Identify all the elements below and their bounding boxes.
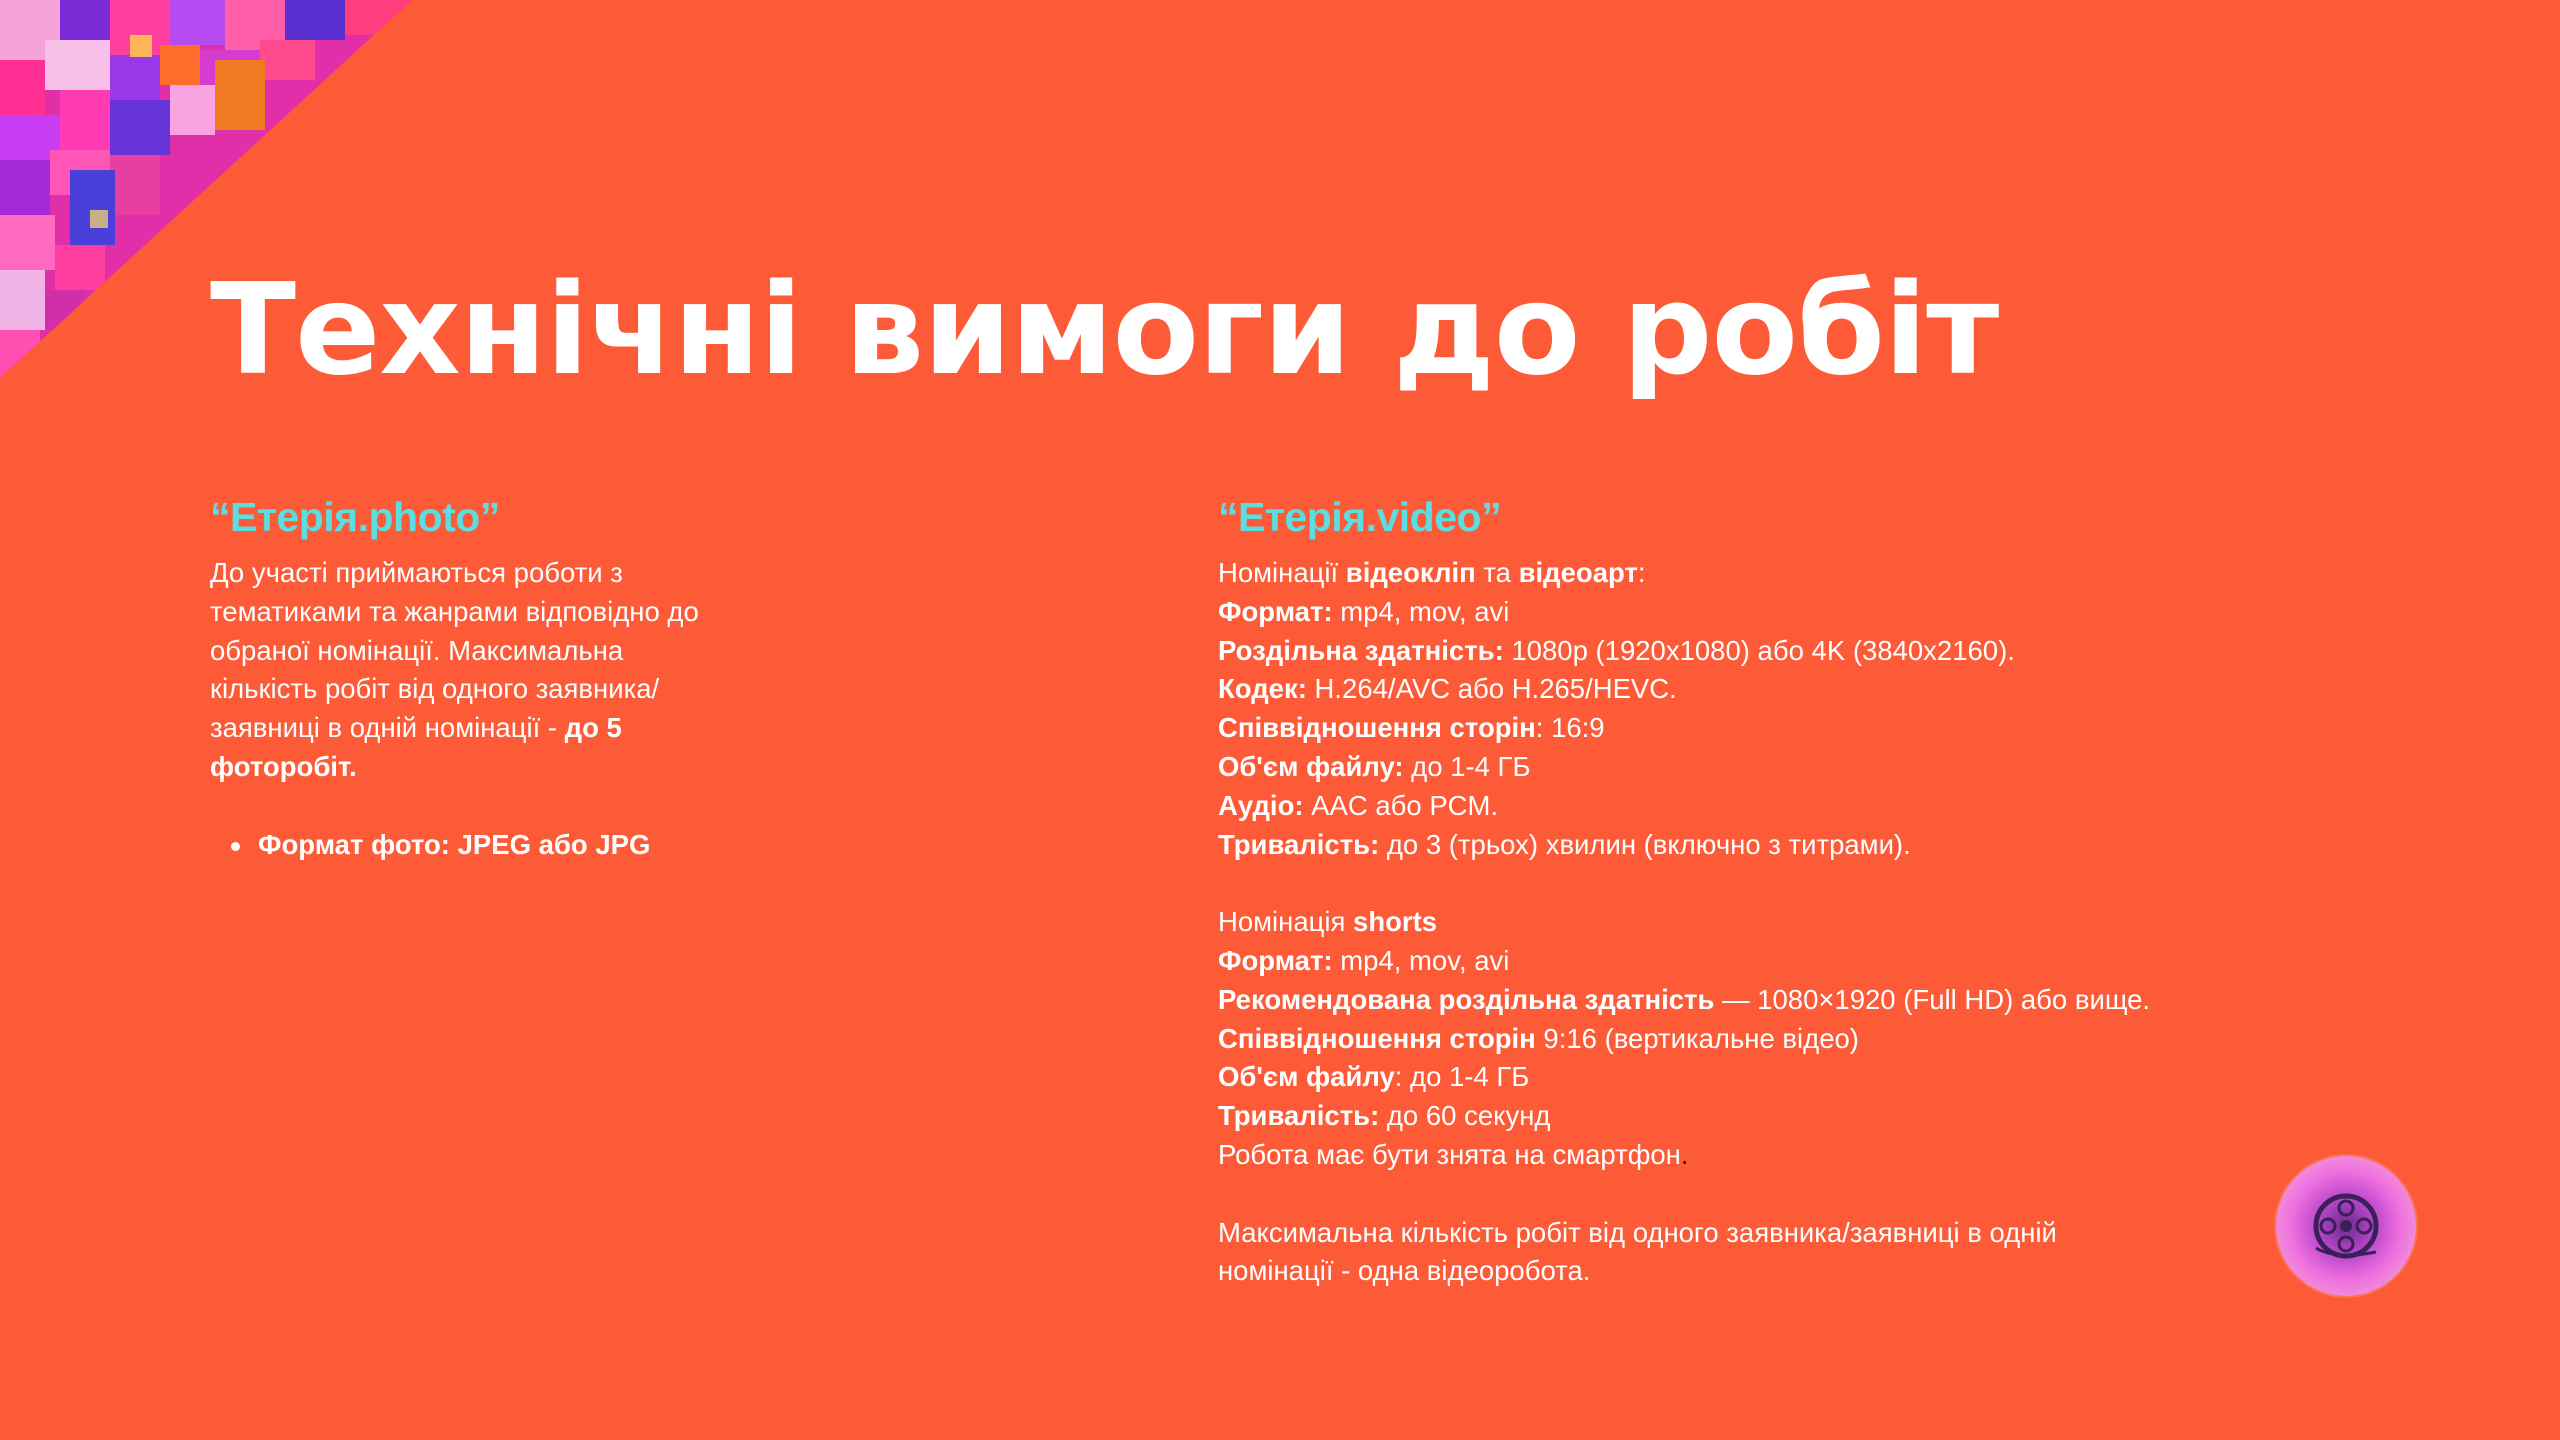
photo-intro-line [210, 709, 770, 748]
shorts-size-value: : до 1-4 ГБ [1394, 1061, 1530, 1093]
resolution-label: Роздільна здатність: [1218, 634, 1504, 666]
slide-title: Технічні вимоги до робіт [210, 256, 1999, 403]
photo-format-item: Формат фото: JPEG або JPG [210, 826, 770, 865]
photo-column [210, 488, 770, 864]
audio-label: Аудіо: [1218, 789, 1304, 821]
video-format-line [1218, 593, 2318, 632]
shorts-format-label: Формат: [1218, 944, 1333, 976]
duration-label: Тривалість: [1218, 828, 1380, 860]
duration-value: до 3 (трьох) хвилин (включно з титрами). [1379, 828, 1911, 860]
shorts-ratio-label: Співвідношення сторін [1218, 1022, 1536, 1054]
video-ratio-line [1218, 709, 2318, 748]
codec-label: Кодек: [1218, 673, 1307, 705]
photo-intro-line [210, 748, 770, 787]
shorts-resolution-label: Рекомендована роздільна здатність [1218, 983, 1715, 1015]
shorts-size-label: Об'єм файлу [1218, 1061, 1395, 1093]
photo-intro [210, 554, 770, 826]
photo-intro-line: кількість робіт від одного заявника/ [210, 673, 660, 705]
shorts-duration-value: до 60 секунд [1379, 1100, 1551, 1132]
video-max-line: номінації - одна відеоробота. [1218, 1255, 1591, 1287]
video-codec-line [1218, 670, 2318, 709]
shorts-resolution-value: — 1080×1920 (Full HD) або вище. [1714, 983, 2151, 1015]
shorts-duration-line [1218, 1097, 2318, 1136]
video-requirements [1218, 554, 2318, 1291]
ratio-value: : 16:9 [1535, 712, 1605, 744]
photo-format-list [210, 826, 770, 865]
shorts-prefix: Номінація [1218, 906, 1354, 938]
shorts-format-line [1218, 942, 2318, 981]
video-max-line: Максимальна кількість робіт від одного заявника/заявниці в одній [1218, 1216, 2057, 1248]
photo-intro-text: заявниці в одній номінації - [210, 712, 565, 744]
video-audio-line [1218, 787, 2318, 826]
resolution-value: 1080p (1920x1080) або 4K (3840x2160). [1503, 634, 2015, 666]
nomination-shorts: shorts [1353, 906, 1438, 938]
nominations-prefix: Номінації [1218, 557, 1346, 588]
video-resolution-line [1218, 632, 2318, 671]
photo-intro-line: До участі приймаються роботи з [210, 557, 623, 588]
film-reel-badge [2276, 1156, 2416, 1296]
codec-value: H.264/AVC або H.265/HEVC. [1306, 673, 1677, 705]
format-value: mp4, mov, avi [1332, 595, 1510, 627]
shorts-size-line [1218, 1058, 2318, 1097]
video-column [1218, 488, 2318, 1291]
video-duration-line [1218, 826, 2318, 865]
shorts-resolution-line [1218, 981, 2318, 1020]
size-value: до 1-4 ГБ [1403, 750, 1531, 782]
shorts-nomination-line [1218, 903, 2318, 942]
photo-max-unit: фоторобіт. [210, 750, 357, 782]
nominations-colon: : [1637, 557, 1646, 588]
video-heading: “Етерія.video” [1218, 494, 1502, 540]
shorts-format-value: mp4, mov, avi [1332, 944, 1510, 976]
nomination-videoart: відеоарт [1518, 557, 1638, 588]
shorts-ratio-value: 9:16 (вертикальне відео) [1535, 1022, 1859, 1054]
film-reel-icon [2306, 1186, 2386, 1266]
video-size-line [1218, 748, 2318, 787]
nomination-videoclip: відеокліп [1345, 557, 1476, 588]
photo-intro-line: обраної номінації. Максимальна [210, 634, 624, 666]
shorts-duration-label: Тривалість: [1218, 1100, 1380, 1132]
shorts-smartphone-dot: . [1680, 1138, 1689, 1170]
photo-max-count: до 5 [564, 712, 622, 744]
format-label: Формат: [1218, 595, 1333, 627]
shorts-smartphone-text: Робота має бути знята на смартфон [1218, 1138, 1681, 1170]
shorts-ratio-line [1218, 1020, 2318, 1059]
photo-intro-line: тематиками та жанрами відповідно до [210, 595, 699, 627]
video-nominations-line [1218, 554, 2318, 593]
shorts-smartphone-line [1218, 1136, 2318, 1175]
size-label: Об'єм файлу: [1218, 750, 1404, 782]
ratio-label: Співвідношення сторін [1218, 712, 1536, 744]
audio-value: AAC або PCM. [1303, 789, 1499, 821]
photo-heading: “Етерія.photo” [210, 494, 500, 540]
nominations-and: та [1475, 557, 1519, 588]
